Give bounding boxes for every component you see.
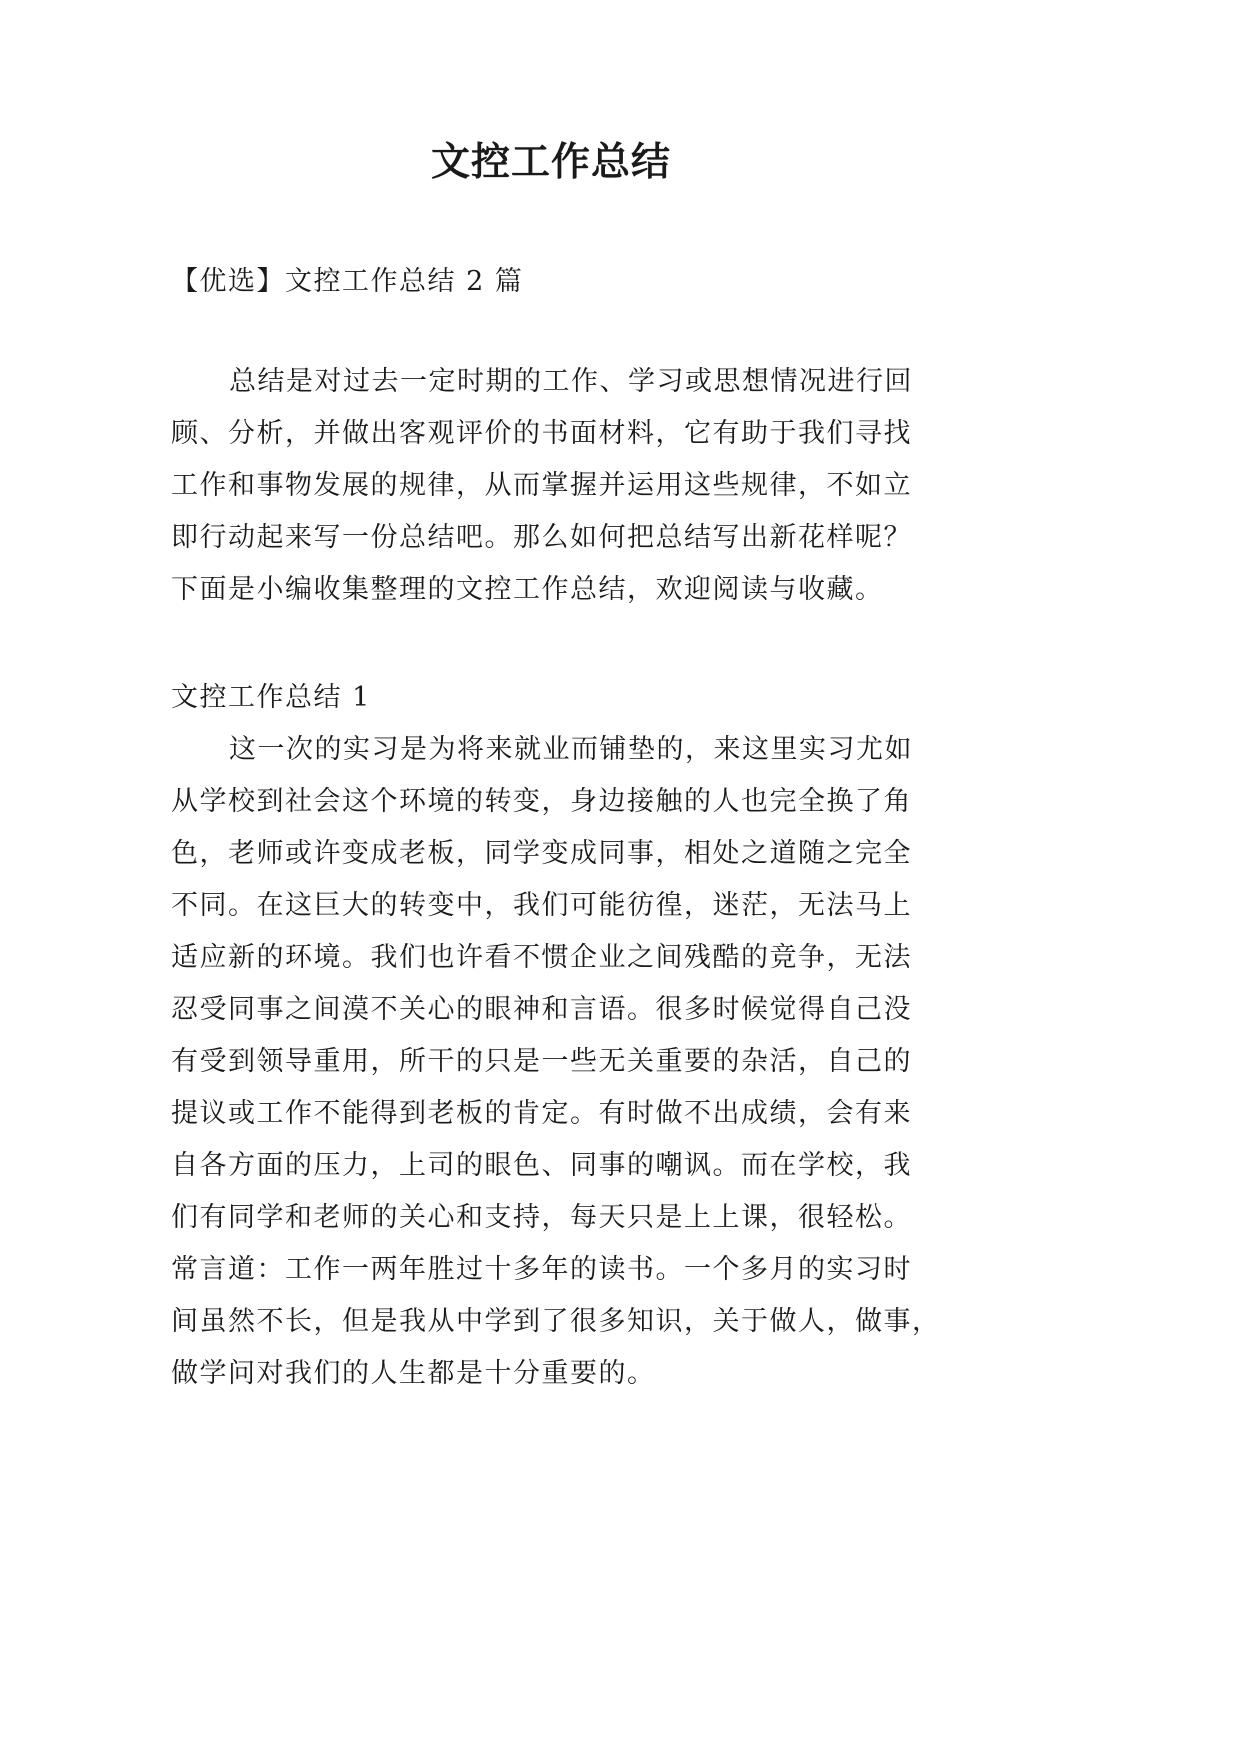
body-line: 们有同学和老师的关心和支持，每天只是上上课，很轻松。	[171, 1202, 912, 1233]
document-subtitle	[171, 256, 971, 308]
body-line: 做学问对我们的人生都是十分重要的。	[171, 1358, 656, 1389]
body-line: 从学校到社会这个环境的转变，身边接触的人也完全换了角	[171, 786, 912, 817]
body-line: 有受到领导重用，所干的只是一些无关重要的杂活，自己的	[171, 1046, 912, 1077]
intro-line: 工作和事物发展的规律，从而掌握并运用这些规律，不如立	[171, 470, 912, 501]
body-line: 色，老师或许变成老板，同学变成同事，相处之道随之完全	[171, 838, 912, 869]
intro-line: 下面是小编收集整理的文控工作总结，欢迎阅读与收藏。	[171, 574, 884, 605]
body-line: 适应新的环境。我们也许看不惯企业之间残酷的竞争，无法	[171, 942, 912, 973]
body-line: 忍受同事之间漠不关心的眼神和言语。很多时候觉得自己没	[171, 994, 912, 1025]
document-title: 文控工作总结	[430, 140, 671, 185]
body-line: 提议或工作不能得到老板的肯定。有时做不出成绩，会有来	[171, 1098, 912, 1129]
body-line: 常言道：工作一两年胜过十多年的读书。一个多月的实习时	[171, 1254, 912, 1285]
body-line: 这一次的实习是为将来就业而铺垫的，来这里实习尤如	[229, 734, 913, 765]
intro-line: 顾、分析，并做出客观评价的书面材料，它有助于我们寻找	[171, 418, 912, 449]
intro-line: 总结是对过去一定时期的工作、学习或思想情况进行回	[229, 366, 913, 397]
subtitle-text: 【优选】文控工作总结 2 篇	[171, 266, 524, 297]
body-line: 不同。在这巨大的转变中，我们可能彷徨，迷茫，无法马上	[171, 890, 912, 921]
intro-paragraph	[171, 356, 971, 616]
section-1-paragraph	[171, 724, 971, 1400]
section-1-heading	[171, 672, 971, 724]
section-heading-text: 文控工作总结 1	[171, 682, 371, 713]
body-line: 间虽然不长，但是我从中学到了很多知识，关于做人，做事，	[171, 1306, 941, 1337]
intro-line: 即行动起来写一份总结吧。那么如何把总结写出新花样呢？	[171, 522, 912, 553]
body-line: 自各方面的压力，上司的眼色、同事的嘲讽。而在学校，我	[171, 1150, 912, 1181]
